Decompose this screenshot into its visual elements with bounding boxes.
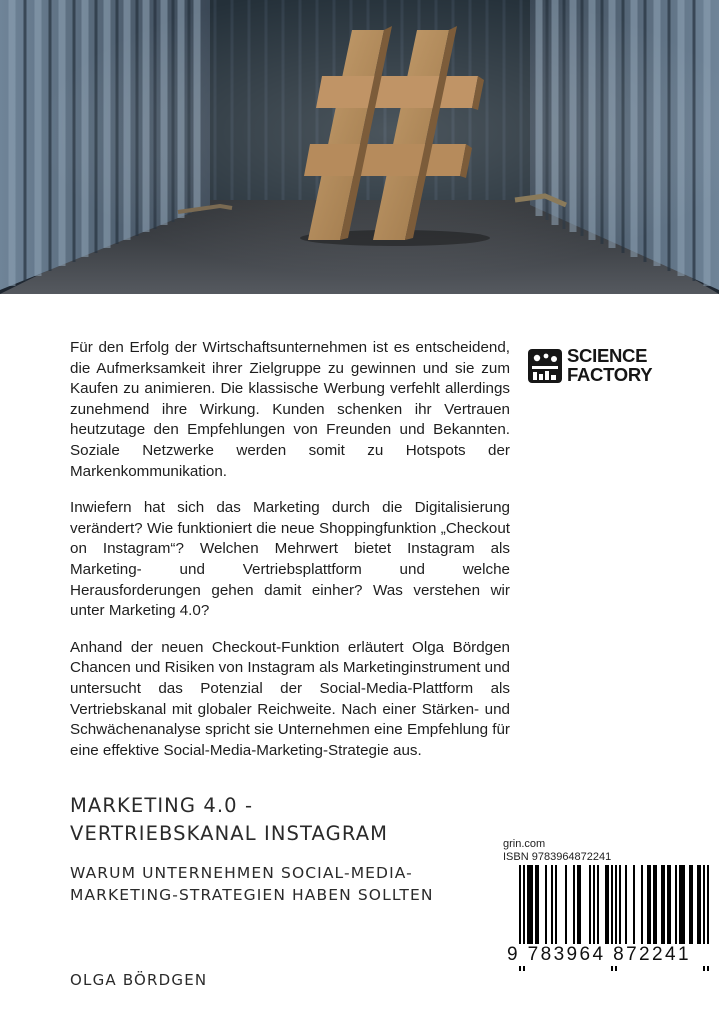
isbn-label: ISBN 9783964872241 [503,850,612,863]
cover-photo [0,0,719,294]
publisher-name-line2: FACTORY [567,364,653,385]
publisher-name [567,346,652,384]
hashtag-container-photo [0,0,719,294]
publisher-logo [527,346,657,390]
book-title [70,792,388,848]
isbn-digits: 9 783964 872241 [507,944,719,966]
isbn-block [503,838,715,965]
publisher-name-line1: SCIENCE [567,345,648,366]
book-subtitle-line1: WARUM UNTERNEHMEN SOCIAL-MEDIA- [70,864,413,882]
book-title-line2: VERTRIEBSKANAL INSTAGRAM [70,822,389,845]
book-subtitle-line2: MARKETING-STRATEGIEN HABEN SOLLTEN [70,886,434,904]
book-subtitle [70,862,434,906]
blurb-paragraph: Inwiefern hat sich das Marketing durch die Digitalisierung verändert? Wie funktioniert die neue Shoppingfunktion „Checkout on Instagram“? Welchen Mehrwert bietet Instagram als Marketing- und Vertriebsplattform und welche Herausforderungen gehen damit einher? Was verstehen wir unter Marketing 4.0? [70,499,510,620]
book-title-line1: MARKETING 4.0 - [70,794,254,817]
science-factory-logo-icon [527,348,563,384]
blurb-paragraph: Anhand der neuen Checkout-Funktion erläutert Olga Bördgen Chancen und Risiken von Instagram als Marketinginstrument und untersucht das Potenzial der Social-Media-Plattform als Vertriebskanal mit globaler Reichweite. Nach einer Stärken- und Schwächenanalyse spricht sie Unternehmen eine Empfehlung für eine effektive Social-Media-Marketing-Strategie aus. [70,638,510,759]
publisher-website: grin.com [503,838,546,850]
author-name: OLGA BÖRDGEN [70,971,208,989]
back-cover-blurb [70,338,510,777]
blurb-paragraph: Für den Erfolg der Wirtschaftsunternehmen ist es entscheidend, die Aufmerksamkeit ihrer Zielgruppe zu gewinnen und sie zum Kaufen zu animieren. Die klassische Werbung verfehlt allerdings zunehmend ihre Wirkung. Kunden schenken ihr Vertrauen heutzutage den Empfehlungen von Freunden und Bekannten. Soziale Netzwerke werden somit zu Hotspots der Markenkommunikation. [70,339,510,480]
